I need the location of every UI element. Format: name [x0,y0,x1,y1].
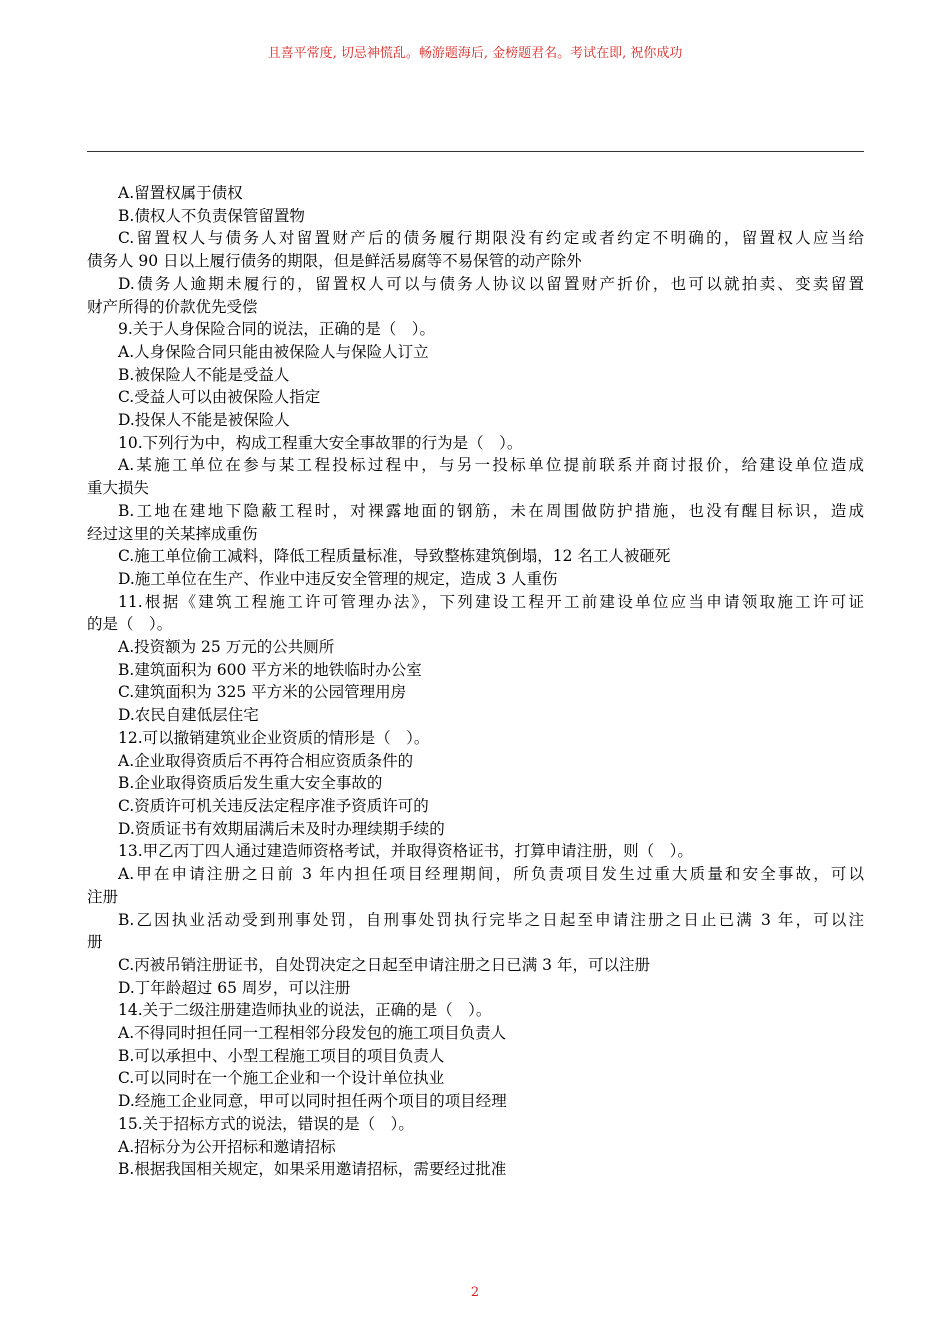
text-line: A.不得同时担任同一工程相邻分段发包的施工项目负责人 [118,1024,507,1043]
text-line: 9.关于人身保险合同的说法，正确的是（ ）。 [118,320,436,339]
text-line: B.可以承担中、小型工程施工项目的项目负责人 [118,1046,445,1065]
text-line: 经过这里的关某摔成重伤 [87,524,258,543]
header-divider [87,151,864,152]
text-line: C.丙被吊销注册证书，自处罚决定之日起至申请注册之日已满 3 年，可以注册 [118,955,650,974]
text-line: A.招标分为公开招标和邀请招标 [118,1137,336,1156]
text-line: B.工地在建地下隐蔽工程时，对裸露地面的钢筋，未在周围做防护措施，也没有醒目标识，造成 [118,501,864,520]
text-line: 重大损失 [87,479,150,498]
header-motto: 且喜平常度, 切忌神慌乱。畅游题海后, 金榜题君名。考试在即, 祝你成功 [267,46,683,61]
text-line: B.建筑面积为 600 平方米的地铁临时办公室 [118,660,422,679]
text-line: D.资质证书有效期届满后未及时办理续期手续的 [118,819,445,838]
text-line: B.企业取得资质后发生重大安全事故的 [118,774,383,793]
text-line: D.施工单位在生产、作业中违反安全管理的规定，造成 3 人重伤 [118,569,558,588]
text-line: D.投保人不能是被保险人 [118,411,290,430]
text-line: C.施工单位偷工减料，降低工程质量标准，导致整栋建筑倒塌，12 名工人被砸死 [118,547,671,566]
text-line: 13.甲乙丙丁四人通过建造师资格考试，并取得资格证书，打算申请注册，则（ ）。 [118,842,693,861]
document-body [87,182,864,1181]
text-line: 15.关于招标方式的说法，错误的是（ ）。 [118,1114,414,1133]
text-line: B.根据我国相关规定，如果采用邀请招标，需要经过批准 [118,1160,507,1179]
text-line: 册 [87,933,103,952]
text-line: D.经施工企业同意，甲可以同时担任两个项目的项目经理 [118,1092,507,1111]
text-line: A.留置权属于债权 [118,184,243,202]
text-line: A.投资额为 25 万元的公共厕所 [118,638,335,657]
text-line: A.某施工单位在参与某工程投标过程中，与另一投标单位提前联系并商讨报价，给建设单位造成 [118,456,864,475]
text-line: A.人身保险合同只能由被保险人与保险人订立 [118,342,429,361]
text-line: B.乙因执业活动受到刑事处罚，自刑事处罚执行完毕之日起至申请注册之日止已满 3 年，可以注 [118,910,864,929]
text-line: C.建筑面积为 325 平方米的公园管理用房 [118,683,407,702]
text-line: 的是（ ）。 [87,615,173,634]
text-line: B.债权人不负责保管留置物 [118,206,305,225]
text-line: 10.下列行为中，构成工程重大安全事故罪的行为是（ ）。 [118,433,523,452]
text-line: A.甲在申请注册之日前 3 年内担任项目经理期间，所负责项目发生过重大质量和安全事故，可以 [118,865,864,884]
text-line: C.资质许可机关违反法定程序准予资质许可的 [118,796,429,815]
text-line: 11.根据《建筑工程施工许可管理办法》，下列建设工程开工前建设单位应当申请领取施工许可证 [118,592,864,611]
text-line: 注册 [87,887,119,906]
text-line: C.受益人可以由被保险人指定 [118,388,321,407]
text-line: 14.关于二级注册建造师执业的说法，正确的是（ ）。 [118,1001,492,1020]
text-line: D.债务人逾期未履行的，留置权人可以与债务人协议以留置财产折价，也可以就拍卖、变卖留置 [118,274,864,293]
text-line: D.农民自建低层住宅 [118,706,259,725]
text-line: 12.可以撤销建筑业企业资质的情形是（ ）。 [118,728,430,747]
text-line: D.丁年龄超过 65 周岁，可以注册 [118,978,351,997]
text-line: C.可以同时在一个施工企业和一个设计单位执业 [118,1069,445,1088]
page-number: 2 [470,1285,480,1300]
text-line: A.企业取得资质后不再符合相应资质条件的 [118,751,414,770]
text-line: 财产所得的价款优先受偿 [87,297,258,316]
text-line: B.被保险人不能是受益人 [118,365,290,384]
text-line: 债务人 90 日以上履行债务的期限，但是鲜活易腐等不易保管的动产除外 [87,252,582,271]
text-line: C.留置权人与债务人对留置财产后的债务履行期限没有约定或者约定不明确的，留置权人应当给 [118,229,864,248]
